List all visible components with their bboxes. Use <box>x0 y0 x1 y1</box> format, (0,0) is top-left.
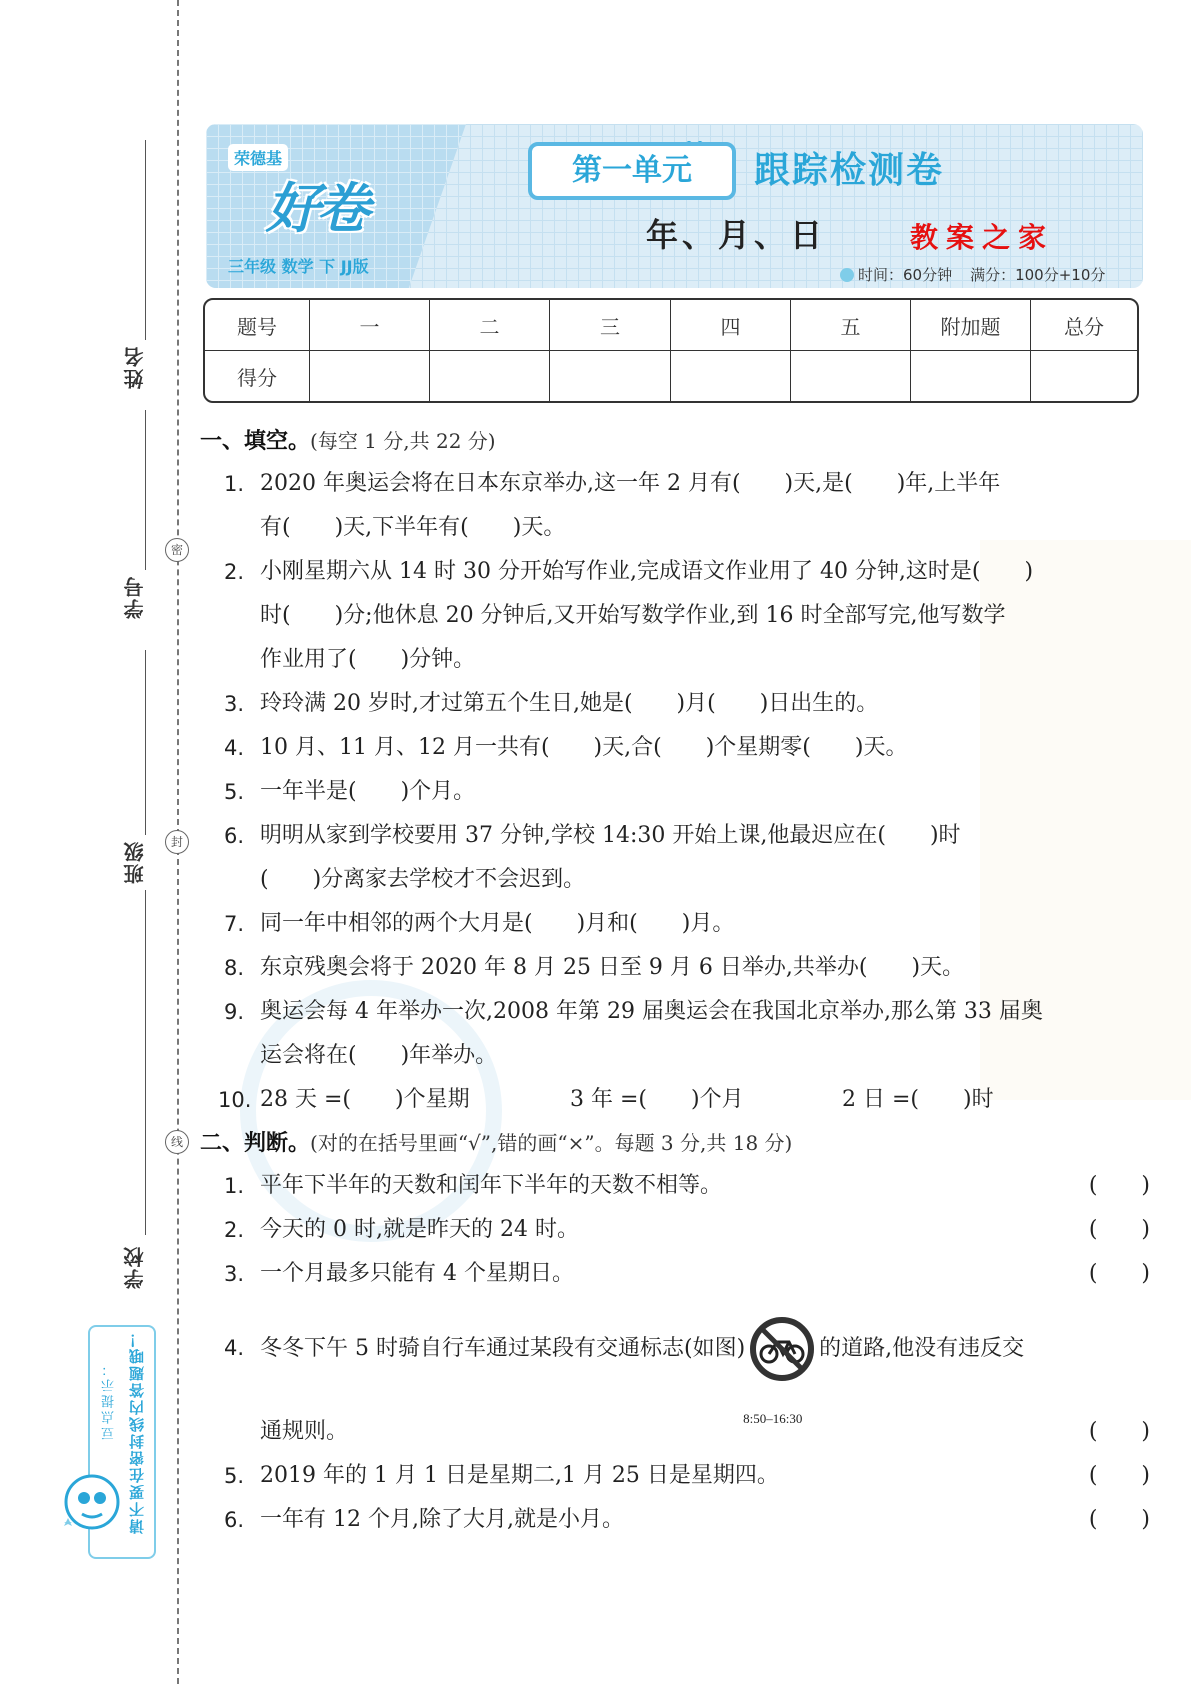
question-item <box>200 770 1150 814</box>
question-text: 明明从家到学校要用 37 分钟,学校 14:30 开始上课,他最迟应在( )时 <box>260 823 961 848</box>
unit-label: 第一单元 <box>528 142 736 200</box>
question-number: 5. <box>224 1464 245 1488</box>
question-part: 2 日 =( )时 <box>842 1087 994 1112</box>
brand-logo: 好卷 <box>266 177 366 240</box>
score-cell[interactable] <box>911 351 1031 401</box>
header-cell: 二 <box>430 300 550 351</box>
question-text: 玲玲满 20 岁时,才过第五个生日,她是( )月( )日出生的。 <box>260 691 879 716</box>
question-part: 3 年 =( )个月 <box>570 1087 744 1112</box>
question-text: 一年半是( )个月。 <box>260 779 476 804</box>
header-cell: 一 <box>310 300 430 351</box>
question-text: 同一年中相邻的两个大月是( )月和( )月。 <box>260 911 735 936</box>
question-item <box>200 462 1150 550</box>
class-field-line[interactable] <box>145 650 146 835</box>
question-number: 3. <box>224 1262 245 1286</box>
question-text: 一年有 12 个月,除了大月,就是小月。 <box>260 1507 624 1532</box>
score-table <box>203 298 1139 403</box>
score-cell[interactable] <box>430 351 550 401</box>
name-field-line[interactable] <box>145 140 146 340</box>
question-item <box>200 726 1150 770</box>
header-cell: 四 <box>671 300 791 351</box>
question-number: 10. <box>218 1088 252 1112</box>
answer-blank[interactable]: ( ) <box>1088 1507 1150 1532</box>
question-text: 冬冬下午 5 时骑自行车通过某段有交通标志(如图) <box>260 1336 746 1361</box>
judge-item <box>200 1252 1150 1296</box>
judge-item <box>200 1208 1150 1252</box>
question-text: 2019 年的 1 月 1 日是星期二,1 月 25 日是星期四。 <box>260 1463 779 1488</box>
section-heading: 二、判断。 <box>200 1131 311 1156</box>
question-number: 4. <box>224 1336 245 1360</box>
clock-icon <box>840 268 854 282</box>
class-label: 班级 <box>123 840 147 884</box>
score-cell[interactable] <box>671 351 791 401</box>
question-number: 7. <box>224 912 245 936</box>
question-number: 5. <box>224 780 245 804</box>
section-judge-title <box>200 1122 1150 1164</box>
answer-blank[interactable]: ( ) <box>1088 1217 1150 1242</box>
question-number: 1. <box>224 472 245 496</box>
question-number: 2. <box>224 560 245 584</box>
section-fill-blank-title <box>200 420 1150 462</box>
question-text: 通规则。 <box>260 1419 349 1444</box>
score-cell[interactable] <box>791 351 911 401</box>
school-field-line[interactable] <box>145 890 146 1235</box>
exam-meta <box>840 264 1105 285</box>
question-item <box>200 682 1150 726</box>
question-number: 1. <box>224 1174 245 1198</box>
section-note: (每空 1 分,共 22 分) <box>310 429 496 453</box>
judge-item <box>200 1454 1150 1498</box>
answer-blank[interactable]: ( ) <box>1088 1173 1150 1198</box>
question-text: 今天的 0 时,就是昨天的 24 时。 <box>260 1217 579 1242</box>
question-text: 2020 年奥运会将在日本东京举办,这一年 2 月有( )天,是( )年,上半年 <box>260 471 1001 496</box>
score-cell[interactable] <box>1031 351 1137 401</box>
header-cell: 题号 <box>205 300 310 351</box>
question-number: 8. <box>224 956 245 980</box>
header-banner <box>206 124 1143 288</box>
question-text: ( )分离家去学校才不会迟到。 <box>260 867 586 892</box>
section-heading: 一、填空。 <box>200 429 311 454</box>
brand-tag: 荣德基 <box>228 144 288 171</box>
unit-dots-icon <box>686 132 710 140</box>
judge-item <box>200 1498 1150 1542</box>
question-number: 9. <box>224 1000 245 1024</box>
score-cell[interactable] <box>550 351 671 401</box>
question-item <box>200 946 1150 990</box>
question-text: 10 月、11 月、12 月一共有( )天,合( )个星期零( )天。 <box>260 735 908 760</box>
seal-feng: 封 <box>165 830 189 854</box>
question-text: 东京残奥会将于 2020 年 8 月 25 日至 9 月 6 日举办,共举办( )天。 <box>260 955 965 980</box>
question-content <box>200 420 1150 1542</box>
question-part: 28 天 =( )个星期 <box>260 1087 470 1112</box>
question-text: 的道路,他没有违反交 <box>819 1336 1025 1361</box>
question-item <box>200 990 1150 1078</box>
tip-text: 请不要在密封线内答题哦！ <box>128 1330 146 1534</box>
question-number: 2. <box>224 1218 245 1242</box>
question-text: 奥运会每 4 年举办一次,2008 年第 29 届奥运会在我国北京举办,那么第 33 届奥 <box>260 999 1043 1024</box>
question-text: 时( )分;他休息 20 分钟后,又开始写数学作业,到 16 时全部写完,他写数学 <box>260 603 1006 628</box>
section-note: (对的在括号里画“√”,错的画“×”。每题 3 分,共 18 分) <box>310 1131 793 1155</box>
answer-blank[interactable]: ( ) <box>1088 1261 1150 1286</box>
seal-xian: 线 <box>165 1130 189 1154</box>
name-label: 姓名 <box>123 345 147 389</box>
score-cell[interactable] <box>310 351 430 401</box>
mascot-icon <box>52 1460 132 1540</box>
answer-blank[interactable]: ( ) <box>1088 1419 1150 1444</box>
question-item <box>200 550 1150 682</box>
question-number: 6. <box>224 824 245 848</box>
test-type-title: 跟踪检测卷 <box>754 149 945 191</box>
question-number: 6. <box>224 1508 245 1532</box>
question-item <box>200 902 1150 946</box>
header-cell: 附加题 <box>911 300 1031 351</box>
judge-item <box>200 1164 1150 1208</box>
row-label: 得分 <box>205 351 310 401</box>
header-cell: 总分 <box>1031 300 1137 351</box>
header-cell: 五 <box>791 300 911 351</box>
question-number: 4. <box>224 736 245 760</box>
sign-time-caption: 8:50–16:30 <box>743 1411 803 1426</box>
time-limit: 时间：60分钟 <box>858 266 953 284</box>
tip-title: 豆点提示： <box>102 1360 117 1440</box>
chapter-title: 年、月、日 <box>646 216 827 254</box>
question-text: 平年下半年的天数和闰年下半年的天数不相等。 <box>260 1173 723 1198</box>
question-item <box>200 814 1150 902</box>
student-id-label: 学号 <box>123 575 147 619</box>
header-cell: 三 <box>550 300 671 351</box>
grade-info: 三年级 数学 下 JJ版 <box>228 257 369 276</box>
question-text: 作业用了( )分钟。 <box>260 647 476 672</box>
seal-mi: 密 <box>165 538 189 562</box>
answer-blank[interactable]: ( ) <box>1088 1463 1150 1488</box>
question-number: 3. <box>224 692 245 716</box>
score-table-header-row <box>205 300 1137 351</box>
no-bicycle-sign-icon <box>743 1316 815 1426</box>
judge-item <box>200 1316 1150 1454</box>
full-score: 满分：100分+10分 <box>970 266 1106 284</box>
question-text: 一个月最多只能有 4 个星期日。 <box>260 1261 574 1286</box>
question-text: 小刚星期六从 14 时 30 分开始写作业,完成语文作业用了 40 分钟,这时是( ) <box>260 559 1034 584</box>
watermark-text: 教案之家 <box>910 221 1055 254</box>
question-item <box>200 1078 1150 1122</box>
student-id-field-line[interactable] <box>145 410 146 570</box>
score-table-score-row <box>205 351 1137 401</box>
question-text: 运会将在( )年举办。 <box>260 1043 498 1068</box>
question-text: 有( )天,下半年有( )天。 <box>260 515 566 540</box>
school-label: 学校 <box>123 1245 147 1289</box>
